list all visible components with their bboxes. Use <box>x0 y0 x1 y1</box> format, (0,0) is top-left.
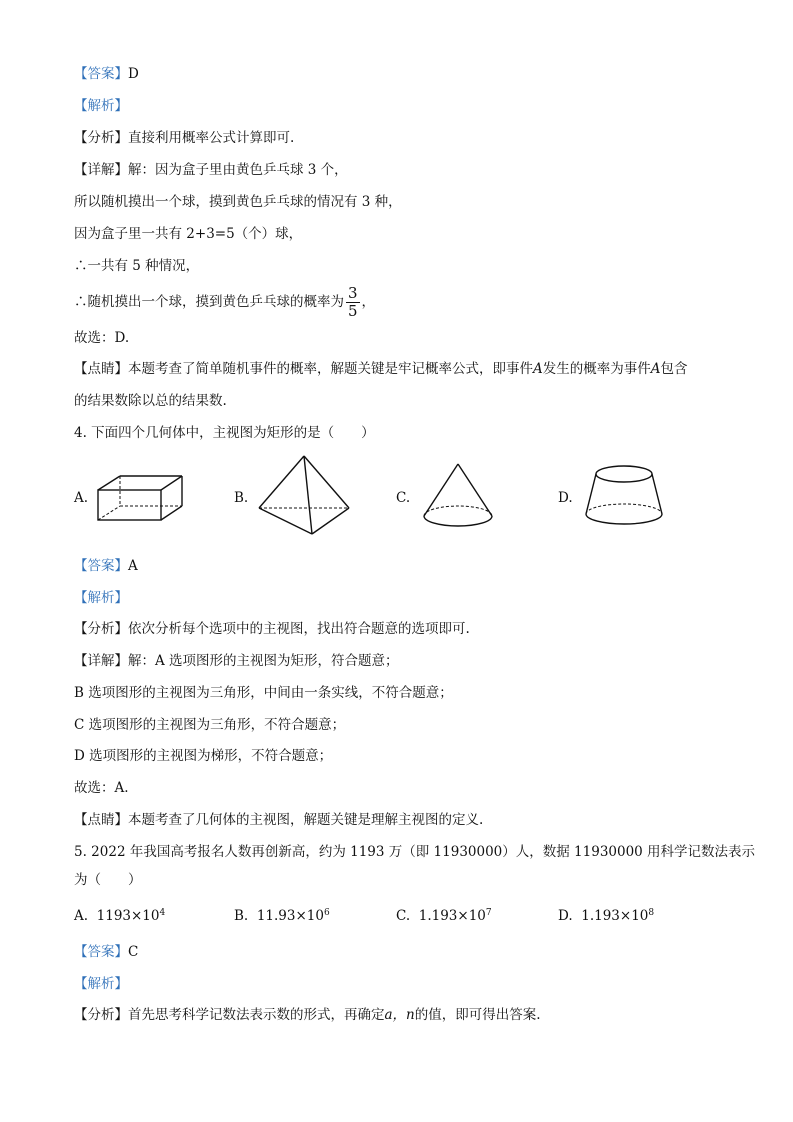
answer-tag: 【答案】 <box>74 944 128 960</box>
cuboid-figure <box>94 472 186 524</box>
analysis-heading <box>74 96 128 116</box>
fenxi-tag: 【分析】 <box>74 621 128 637</box>
detail-line-q4-3: C 选项图形的主视图为三角形，不符合题意； <box>74 717 346 733</box>
detail-5-text: ∴随机摸出一个球，摸到黄色乒乓球的概率为 <box>74 294 344 310</box>
q4-option-b-label: B. <box>234 490 249 506</box>
dianjing-tag: 【点睛】 <box>74 361 128 377</box>
option-exponent: 4 <box>159 908 166 918</box>
detail-text: 解：A 选项图形的主视图为矩形，符合题意； <box>128 653 399 669</box>
answer-line-q5 <box>74 942 138 962</box>
var-a-n: a，n <box>384 1007 415 1023</box>
analysis-tag: 【解析】 <box>74 976 128 992</box>
dianjing-line-q3-2: 的结果数除以总的结果数. <box>74 393 227 409</box>
answer-tag: 【答案】 <box>74 558 128 574</box>
fraction-denominator: 5 <box>348 302 358 320</box>
option-base: 11.93×10 <box>256 908 324 924</box>
q4-option-c-label: C. <box>396 490 411 506</box>
question-5-stem-line-2: 为（ ） <box>74 872 142 888</box>
detail-line-q4-4: D 选项图形的主视图为梯形，不符合题意； <box>74 748 333 764</box>
answer-line-q3 <box>74 64 139 84</box>
choose-line-q3: 故选：D. <box>74 330 130 346</box>
var-a: A <box>533 361 543 377</box>
dianjing-line-q4 <box>74 810 483 830</box>
analysis-tag: 【解析】 <box>74 590 128 606</box>
fraction-numerator: 3 <box>348 284 358 302</box>
answer-line-q4 <box>74 556 138 576</box>
q5-option-d <box>558 906 654 926</box>
answer-value: A <box>128 558 138 574</box>
option-exponent: 8 <box>648 908 655 918</box>
fenxi-text: 依次分析每个选项中的主视图，找出符合题意的选项即可. <box>128 621 470 637</box>
answer-tag: 【答案】 <box>74 66 128 82</box>
pyramid-figure <box>255 452 353 540</box>
detail-line-1 <box>74 160 348 180</box>
dianjing-text-c: 包含 <box>660 361 688 377</box>
dianjing-text-a: 本题考查了简单随机事件的概率，解题关键是牢记概率公式，即事件 <box>128 361 533 377</box>
question-4-stem: 4. 下面四个几何体中，主视图为矩形的是（ ） <box>74 425 375 441</box>
detail-5-comma: ， <box>361 294 376 310</box>
detail-tag: 【详解】 <box>74 653 128 669</box>
option-base: 1.193×10 <box>581 908 649 924</box>
dianjing-text-b: 发生的概率为事件 <box>542 361 651 377</box>
option-label: B. <box>234 908 249 924</box>
probability-fraction <box>346 285 360 320</box>
choose-line-q4: 故选：A. <box>74 780 129 796</box>
dianjing-text: 本题考查了几何体的主视图，解题关键是理解主视图的定义. <box>128 812 484 828</box>
option-base: 1193×10 <box>96 908 160 924</box>
var-a-2: A <box>650 361 661 377</box>
fenxi-tag: 【分析】 <box>74 1007 128 1023</box>
option-exponent: 7 <box>485 908 492 918</box>
analysis-tag: 【解析】 <box>74 98 128 114</box>
detail-line-q4-1 <box>74 651 399 671</box>
option-label: D. <box>558 908 573 924</box>
q5-option-c <box>396 906 492 926</box>
question-5-stem-line-1: 5. 2022 年我国高考报名人数再创新高，约为 1193 万（即 11930000）人，数据 11930000 用科学记数法表示 <box>74 844 756 860</box>
fenxi-text: 直接利用概率公式计算即可. <box>128 130 295 146</box>
fenxi-text-b: 的值，即可得出答案. <box>414 1007 541 1023</box>
detail-tag: 【详解】 <box>74 162 128 178</box>
detail-line-q4-2: B 选项图形的主视图为三角形，中间由一条实线，不符合题意； <box>74 685 453 701</box>
fenxi-text-a: 首先思考科学记数法表示数的形式，再确定 <box>128 1007 385 1023</box>
detail-line-2: 所以随机摸出一个球，摸到黄色乒乓球的情况有 3 种， <box>74 194 402 210</box>
fenxi-tag: 【分析】 <box>74 130 128 146</box>
fenxi-line-q3 <box>74 128 294 148</box>
option-label: C. <box>396 908 411 924</box>
answer-value: D <box>128 66 139 82</box>
detail-line-4: ∴一共有 5 种情况， <box>74 258 200 274</box>
cone-figure <box>420 460 496 532</box>
q4-option-a-label: A. <box>74 490 89 506</box>
option-base: 1.193×10 <box>418 908 486 924</box>
detail-line-5 <box>74 282 375 322</box>
fenxi-line-q4 <box>74 619 470 639</box>
option-exponent: 6 <box>323 908 330 918</box>
frustum-figure <box>582 462 666 532</box>
q5-option-b <box>234 906 330 926</box>
analysis-heading-q5 <box>74 974 128 994</box>
dianjing-line-q3-1 <box>74 359 688 379</box>
analysis-heading-q4 <box>74 588 128 608</box>
fenxi-line-q5 <box>74 1005 541 1025</box>
q4-option-d-label: D. <box>558 490 573 506</box>
q5-option-a <box>74 906 165 926</box>
answer-value: C <box>128 944 139 960</box>
option-label: A. <box>74 908 89 924</box>
detail-line-3: 因为盒子里一共有 2+3=5（个）球， <box>74 226 303 242</box>
detail-text: 解：因为盒子里由黄色乒乓球 3 个， <box>128 162 348 178</box>
dianjing-tag: 【点睛】 <box>74 812 128 828</box>
